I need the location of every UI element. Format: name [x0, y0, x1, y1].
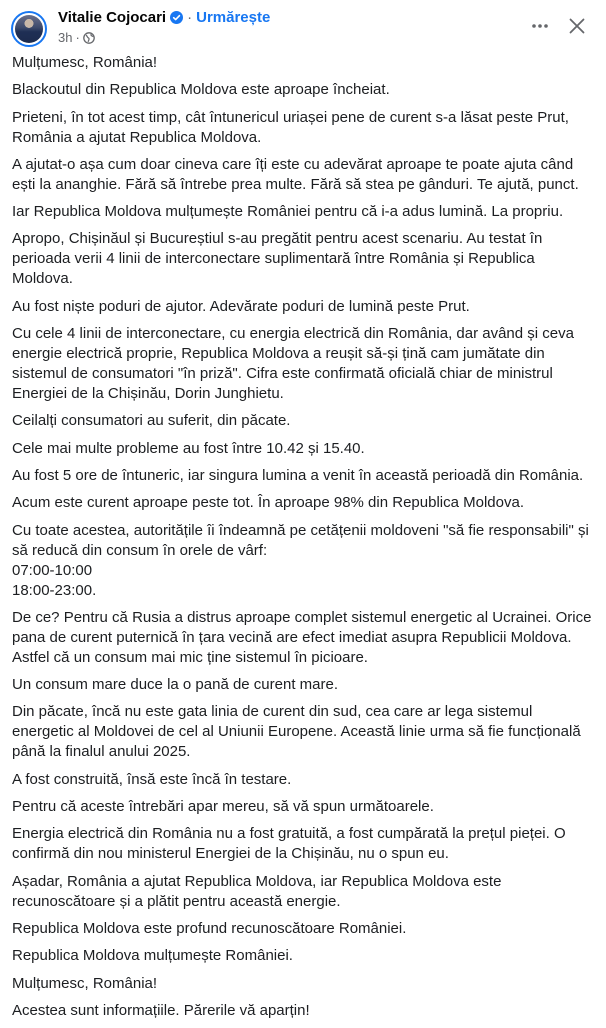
paragraph: Cu cele 4 linii de interconectare, cu energia electrică din România, dar având și ceva energie electrică proprie, Republica Moldova a reușit să-și țină cam jumătate din sistemul de consumatori "în priză". Cifra este confirmată oficială chiar de ministrul Energiei de la Chișinău, Dorin Junghietu. — [12, 325, 574, 403]
peak-hours-paragraph — [12, 521, 598, 601]
post-header — [0, 0, 606, 52]
author-line — [58, 9, 270, 26]
more-options-button[interactable] — [525, 13, 555, 39]
paragraph: Republica Moldova mulțumește României. — [12, 947, 293, 965]
paragraph: Acestea sunt informațiile. Părerile vă aparțin! — [12, 1001, 310, 1019]
paragraph: Cele mai multe probleme au fost între 10.42 și 15.40. — [12, 439, 365, 457]
avatar[interactable] — [11, 11, 47, 47]
paragraph: Ceilalți consumatori au suferit, din păcate. — [12, 412, 291, 430]
paragraph: Au fost niște poduri de ajutor. Adevărate poduri de lumină peste Prut. — [12, 297, 470, 315]
avatar-photo — [15, 15, 43, 43]
post-timestamp[interactable]: 3h — [58, 30, 73, 45]
more-horizontal-icon — [530, 23, 550, 29]
paragraph: Au fost 5 ore de întuneric, iar singura lumina a venit în această perioadă din România. — [12, 466, 584, 484]
follow-button[interactable]: Urmărește — [196, 9, 271, 26]
paragraph: Prieteni, în tot acest timp, cât întunericul uriașei pene de curent s-a lăsat peste Prut, România a ajutat Republica Moldova. — [12, 108, 569, 146]
globe-icon[interactable] — [83, 32, 95, 44]
paragraph: Apropo, Chișinăul și Bucureștiul s-au pregătit pentru acest scenariu. Au testat în perioada verii 4 linii de interconectare suplimentară între România și Republica Moldova. — [12, 230, 543, 288]
paragraph-text: Cu toate acestea, autoritățile îi îndeamnă pe cetățenii moldoveni "să fie responsabili" și să reducă din consum în orele de vârf: — [12, 521, 589, 559]
peak-hours-evening: 18:00-23:00. — [12, 581, 97, 599]
paragraph: A ajutat-o așa cum doar cineva care îți este cu adevărat aproape te poate ajuta când ești la ananghie. Fără să întrebe prea multe. Fără să stea pe gânduri. Te ajută, punct. — [12, 155, 579, 193]
close-button[interactable] — [562, 11, 592, 41]
paragraph: Blackoutul din Republica Moldova este aproape încheiat. — [12, 81, 390, 99]
paragraph: De ce? Pentru că Rusia a distrus aproape complet sistemul energetic al Ucrainei. Orice pana de curent puternică în țara vecină are efect imediat asupra Republicii Moldova. Astfel că un consum mai mic ține sistemul în picioare. — [12, 608, 592, 666]
verified-badge-icon — [170, 11, 183, 24]
paragraph: Iar Republica Moldova mulțumește României pentru că i-a adus lumină. La propriu. — [12, 203, 564, 221]
post-body — [12, 53, 598, 1028]
paragraph: Un consum mare duce la o pană de curent mare. — [12, 676, 339, 694]
peak-hours-morning: 07:00-10:00 — [12, 561, 93, 579]
author-name[interactable]: Vitalie Cojocari — [58, 9, 167, 26]
paragraph: Pentru că aceste întrebări apar mereu, să vă spun următoarele. — [12, 798, 434, 816]
paragraph: Mulțumesc, România! — [12, 54, 158, 71]
separator-dot: · — [187, 9, 193, 26]
paragraph: Acum este curent aproape peste tot. În aproape 98% din Republica Moldova. — [12, 494, 524, 512]
paragraph: Energia electrică din România nu a fost gratuită, a fost cumpărată la prețul pieței. O confirmă din nou ministerul Energiei de la Chișinău, nu o spun eu. — [12, 825, 566, 863]
paragraph: Din păcate, încă nu este gata linia de curent din sud, cea care ar lega sistemul energetic al Moldovei de cel al Uniunii Europene. Această linie urma să fie funcțională până la finalul anului 2025. — [12, 703, 581, 761]
post-meta — [58, 30, 95, 45]
paragraph: Mulțumesc, România! — [12, 974, 158, 992]
paragraph: Așadar, România a ajutat Republica Moldova, iar Republica Moldova este recunoscătoare și a plătit pentru această energie. — [12, 872, 502, 910]
paragraph: Republica Moldova este profund recunoscătoare României. — [12, 919, 407, 937]
separator-dot: · — [75, 30, 80, 45]
paragraph: A fost construită, însă este încă în testare. — [12, 770, 292, 788]
close-icon — [569, 18, 585, 34]
